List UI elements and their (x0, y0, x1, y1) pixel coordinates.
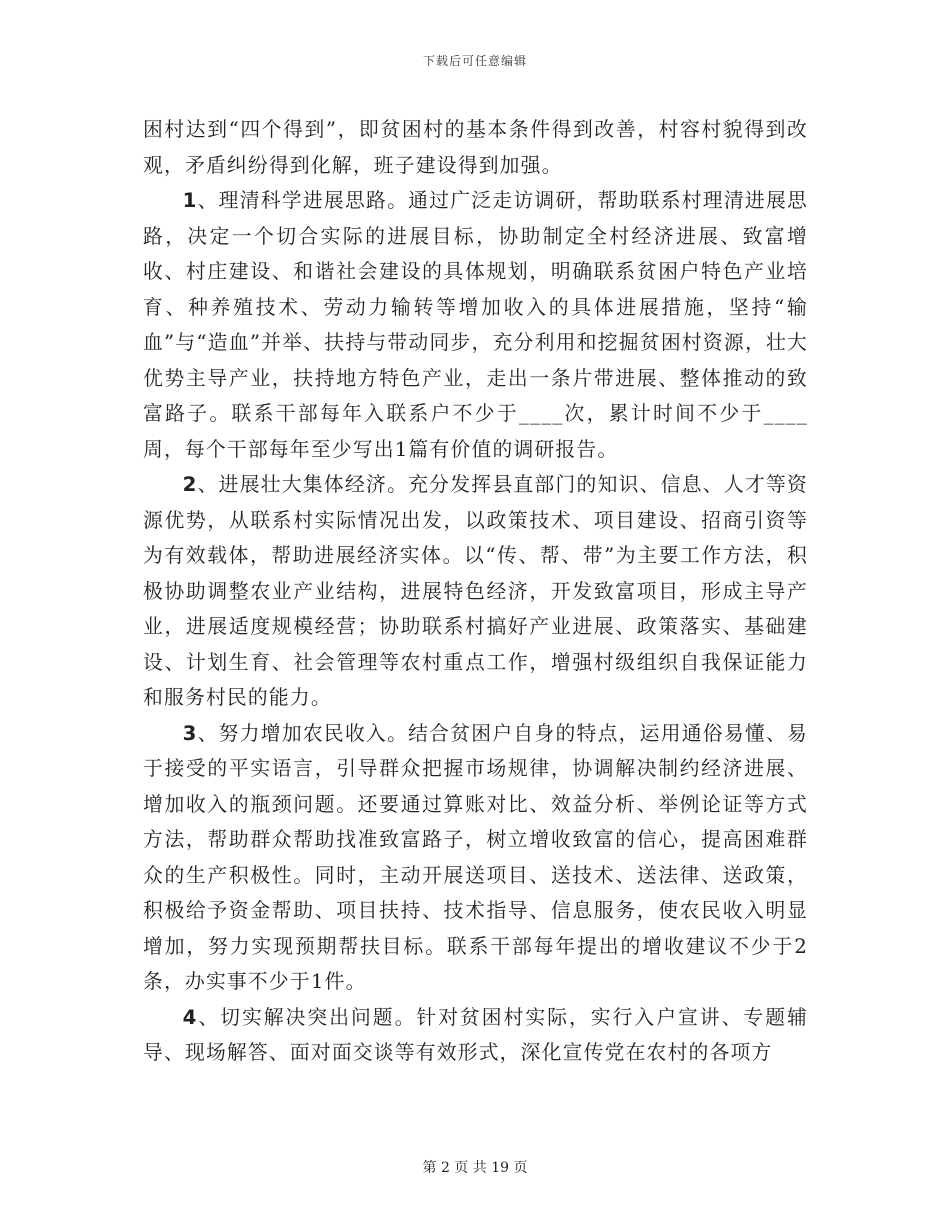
paragraph-text: 、努力增加农民收入。结合贫困户自身的特点，运用通俗易懂、易于接受的平实语言，引导群众把握市场规律，协调解决制约经济进展、增加收入的瓶颈问题。还要通过算账对比、效益分析、举例论证等方式方法，帮助群众帮助找准致富路子，树立增收致富的信心，提高困难群众的生产积极性。同时，主动开展送项目、送技术、送法律、送政策，积极给予资金帮助、项目扶持、技术指导、信息服务，使农民收入明显增加，努力实现预期帮扶目标。联系干部每年提出的增收建议不少于2条，办实事不少于1件。 (143, 721, 808, 993)
paragraph-text: 、进展壮大集体经济。充分发挥县直部门的知识、信息、人才等资源优势，从联系村实际情况出发，以政策技术、项目建设、招商引资等为有效载体，帮助进展经济实体。以“传、帮、带”为主要工作方法，积极协助调整农业产业结构，进展特色经济，开发致富项目，形成主导产业，进展适度规模经营；协助联系村搞好产业进展、政策落实、基础建设、计划生育、社会管理等农村重点工作，增强村级组织自我保证能力和服务村民的能力。 (143, 473, 808, 709)
paragraph-text: 困村达到“四个得到”，即贫困村的基本条件得到改善，村容村貌得到改观，矛盾纠纷得到化解，班子建设得到加强。 (143, 118, 808, 177)
document-body (143, 112, 808, 1071)
item-number: 2 (182, 473, 198, 496)
page-footer: 第 2 页 共 19 页 (422, 1160, 528, 1176)
item-number: 3 (182, 721, 198, 745)
paragraph-item-2 (143, 467, 808, 716)
page-header: 下载后可任意编辑 (422, 54, 527, 68)
paragraph-text: 、切实解决突出问题。针对贫困村实际，实行入户宣讲、专题辅导、现场解答、面对面交谈等有效形式，深化宣传党在农村的各项方 (143, 1005, 808, 1064)
paragraph-item-1 (143, 183, 808, 467)
paragraph-continuation (143, 112, 808, 183)
paragraph-item-3 (143, 716, 808, 1000)
item-number: 4 (182, 1005, 198, 1029)
item-number: 1 (182, 189, 198, 212)
paragraph-text: 、理清科学进展思路。通过广泛走访调研，帮助联系村理清进展思路，决定一个切合实际的进展目标，协助制定全村经济进展、致富增收、村庄建设、和谐社会建设的具体规划，明确联系贫困户特色产业培育、种养殖技术、劳动力输转等增加收入的具体进展措施，坚持“输血”与“造血”并举、扶持与带动同步，充分利用和挖掘贫困村资源，壮大优势主导产业，扶持地方特色产业，走出一条片带进展、整体推动的致富路子。联系干部每年入联系户不少于____次，累计时间不少于____周，每个干部每年至少写出1篇有价值的调研报告。 (143, 189, 808, 461)
paragraph-item-4 (143, 1000, 808, 1071)
